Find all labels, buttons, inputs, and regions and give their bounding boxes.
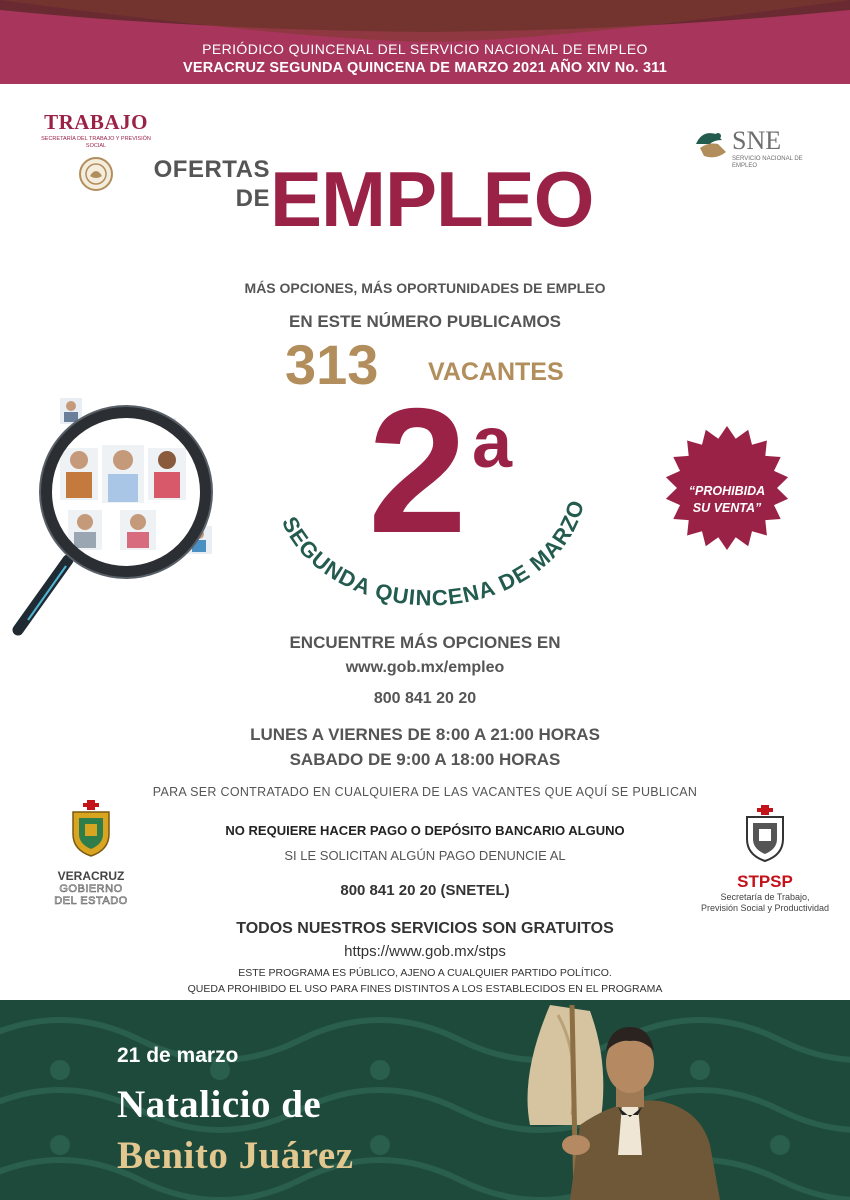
veracruz-sub2: DEL ESTADO bbox=[54, 895, 128, 907]
svg-text:SEGUNDA QUINCENA DE MARZO bbox=[277, 497, 589, 611]
schedule-weekdays: LUNES A VIERNES DE 8:00 A 21:00 HORAS bbox=[250, 725, 600, 744]
sne-subtitle: SERVICIO NACIONAL DE EMPLEO bbox=[732, 156, 803, 169]
edition-number: 2 bbox=[368, 371, 467, 570]
vacancy-count: 313 bbox=[285, 333, 379, 396]
edition-arc-text: SEGUNDA QUINCENA DE MARZO bbox=[276, 496, 590, 611]
empleo-url-link[interactable]: www.gob.mx/empleo bbox=[345, 659, 505, 676]
stpsp-wordmark: STPSP bbox=[737, 872, 793, 891]
tagline: MÁS OPCIONES, MÁS OPORTUNIDADES DE EMPLEO bbox=[244, 280, 606, 296]
vacancy-label: VACANTES bbox=[428, 358, 564, 386]
veracruz-logo bbox=[46, 800, 136, 907]
stps-url-link[interactable]: https://www.gob.mx/stps bbox=[344, 943, 506, 960]
badge-line1: “PROHIBIDA bbox=[688, 484, 766, 498]
benito-juarez-portrait-icon bbox=[510, 1005, 730, 1200]
de-word: DE bbox=[235, 185, 270, 212]
badge-line2: SU VENTA” bbox=[692, 501, 762, 515]
denuncie-text: SI LE SOLICITAN ALGÚN PAGO DENUNCIE AL bbox=[284, 848, 566, 863]
stpsp-sub1: Secretaría de Trabajo, bbox=[720, 892, 810, 902]
veracruz-shield-icon bbox=[67, 800, 115, 858]
header-line1: PERIÓDICO QUINCENAL DEL SERVICIO NACIONAL DE EMPLEO bbox=[202, 41, 648, 57]
footer-date: 21 de marzo bbox=[117, 1044, 239, 1067]
gratuitos-text: TODOS NUESTROS SERVICIOS SON GRATUITOS bbox=[236, 920, 614, 937]
sne-hands-icon bbox=[692, 126, 730, 164]
badge-text bbox=[664, 483, 790, 517]
sne-wordmark: SNE bbox=[732, 126, 782, 155]
schedule-saturday: SABADO DE 9:00 A 18:00 HORAS bbox=[289, 750, 561, 769]
magnifier-people-icon bbox=[8, 390, 228, 640]
publicamos-text: EN ESTE NÚMERO PUBLICAMOS bbox=[288, 312, 562, 331]
edition-arc bbox=[255, 425, 605, 625]
ofertas-de-label bbox=[140, 155, 270, 213]
snetel-phone: 800 841 20 20 (SNETEL) bbox=[340, 882, 510, 899]
veracruz-wordmark: VERACRUZ bbox=[57, 869, 125, 883]
stpsp-logo bbox=[690, 805, 840, 914]
empleo-title: EMPLEO bbox=[270, 155, 594, 243]
disclaimer-line2: QUEDA PROHIBIDO EL USO PARA FINES DISTINTOS A LOS ESTABLECIDOS EN EL PROGRAMA bbox=[187, 983, 663, 995]
footer-title-line2: Benito Juárez bbox=[117, 1134, 354, 1177]
no-pago-warning: NO REQUIERE HACER PAGO O DEPÓSITO BANCARIO ALGUNO bbox=[225, 823, 625, 838]
contratado-text: PARA SER CONTRATADO EN CUALQUIERA DE LAS VACANTES QUE AQUÍ SE PUBLICAN bbox=[152, 785, 698, 799]
disclaimer-line1: ESTE PROGRAMA ES PÚBLICO, AJENO A CUALQUIER PARTIDO POLÍTICO. bbox=[238, 967, 612, 979]
national-seal-icon bbox=[78, 156, 114, 192]
footer-title-line1: Natalicio de bbox=[117, 1083, 322, 1126]
header-band bbox=[0, 0, 850, 90]
edition-suffix: a bbox=[472, 403, 513, 483]
mas-opciones-text: ENCUENTRE MÁS OPCIONES EN bbox=[289, 633, 561, 652]
trabajo-logo bbox=[36, 110, 156, 197]
header-line2: VERACRUZ SEGUNDA QUINCENA DE MARZO 2021 AÑO XIV No. 311 bbox=[183, 60, 667, 76]
trabajo-subtitle: SECRETARÍA DEL TRABAJO Y PREVISIÓN SOCIAL bbox=[41, 136, 151, 149]
stpsp-sub2: Previsión Social y Productividad bbox=[700, 903, 830, 913]
phone-number: 800 841 20 20 bbox=[373, 690, 477, 707]
stpsp-shield-icon bbox=[742, 805, 788, 863]
sne-logo bbox=[692, 124, 822, 174]
ofertas-word: OFERTAS bbox=[153, 156, 270, 183]
trabajo-wordmark: TRABAJO bbox=[44, 110, 148, 134]
prohibida-badge bbox=[664, 425, 790, 551]
veracruz-sub1: GOBIERNO bbox=[59, 883, 123, 895]
